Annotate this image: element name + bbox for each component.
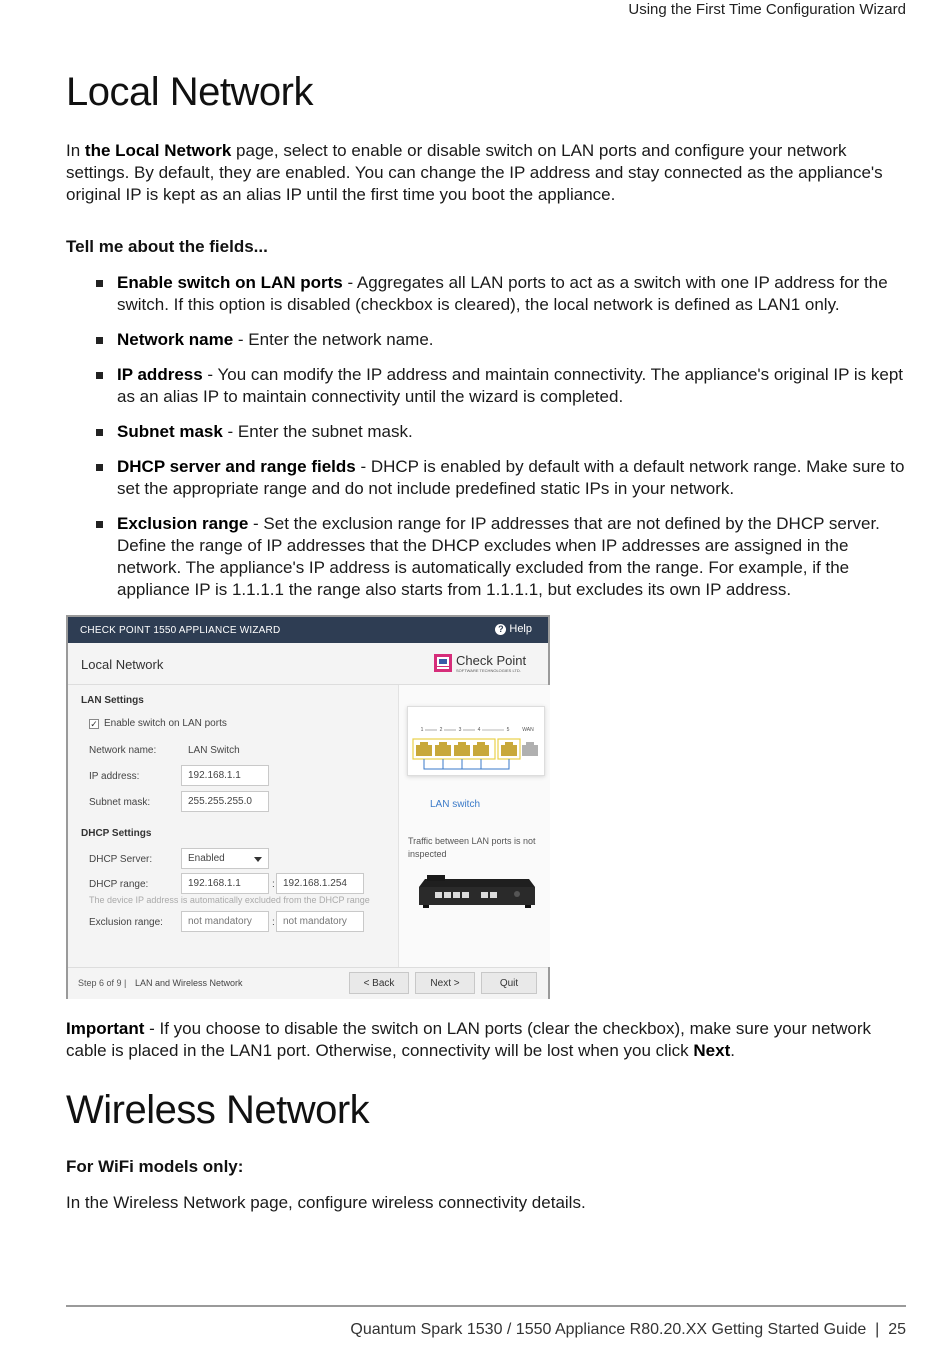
exclusion-start-input[interactable]: not mandatory (181, 911, 269, 932)
ip-address-input[interactable]: 192.168.1.1 (181, 765, 269, 786)
important-next-word: Next (693, 1041, 731, 1060)
range-separator: : (272, 917, 275, 928)
traffic-note: Traffic between LAN ports is not inspected (408, 836, 536, 859)
lan-switch-label: LAN switch (430, 799, 481, 810)
wireless-network-title: Wireless Network (66, 1088, 370, 1132)
port-switch-graphic (408, 707, 546, 777)
dhcp-settings-heading: DHCP Settings (81, 828, 152, 839)
next-button[interactable]: Next > (415, 972, 475, 994)
dhcp-range-hint: The device IP address is automatically excluded from the DHCP range (89, 895, 370, 905)
wizard-side-panel (398, 685, 550, 967)
footer-separator: | (875, 1321, 880, 1338)
wireless-network-intro: In the Wireless Network page, configure wireless connectivity details. (66, 1193, 586, 1212)
wizard-help-link[interactable] (495, 623, 532, 635)
port-label: WAN (522, 727, 534, 733)
guide-title: Quantum Spark 1530 / 1550 Appliance R80.20.XX Getting Started Guide (350, 1321, 867, 1338)
chevron-down-icon (254, 857, 262, 862)
important-end: . (730, 1041, 735, 1060)
logo-subtext: SOFTWARE TECHNOLOGIES LTD. (456, 668, 521, 673)
help-icon: ? (495, 624, 506, 635)
port-label: 2 (439, 727, 443, 733)
field-desc: - DHCP is enabled by default with a default network range. Make sure to set the appropriate range and do not include predefined static IPs in your network. (117, 457, 905, 498)
wifi-only-note: For WiFi models only: (66, 1157, 244, 1176)
dhcp-server-label: DHCP Server: (89, 854, 153, 865)
wizard-step-name: LAN and Wireless Network (135, 978, 243, 988)
field-desc: - Set the exclusion range for IP addresses that are not defined by the DHCP server. Define the range of IP addresses that the DHCP excludes when IP addresses are assigned in the network. The appliance's IP address is automatically excluded from the range. For example, if the appliance IP is 1.1.1.1 the range also starts from 1.1.1.1, but excludes its own IP address. (117, 514, 880, 599)
exclusion-end-input[interactable]: not mandatory (276, 911, 364, 932)
wizard-page-title: Local Network (81, 657, 164, 672)
field-term: DHCP server and range fields (117, 457, 356, 476)
dhcp-range-start-input[interactable]: 192.168.1.1 (181, 873, 269, 894)
back-button[interactable]: < Back (349, 972, 409, 994)
wizard-step-indicator: Step 6 of 9 | (78, 978, 127, 988)
network-name-label: Network name: (89, 745, 157, 756)
lan-switch-diagram (407, 706, 545, 776)
footer-divider (66, 1305, 906, 1307)
local-network-title: Local Network (66, 70, 313, 114)
port-label: 4 (477, 727, 481, 733)
field-term: IP address (117, 365, 203, 384)
field-term: Network name (117, 330, 234, 349)
enable-switch-label: Enable switch on LAN ports (104, 718, 227, 729)
wizard-page-header (68, 643, 548, 685)
range-separator: : (272, 879, 275, 890)
dhcp-server-value: Enabled (188, 853, 225, 864)
dhcp-server-select[interactable] (181, 848, 269, 869)
quit-button[interactable]: Quit (481, 972, 537, 994)
lan-settings-heading: LAN Settings (81, 695, 144, 706)
wizard-footer (68, 967, 548, 999)
port-label: 1 (420, 727, 424, 733)
check-point-logo (434, 653, 530, 675)
fields-list (96, 272, 906, 614)
field-term: Exclusion range (117, 514, 249, 533)
enable-switch-checkbox[interactable]: ✓ (90, 719, 98, 729)
wizard-screenshot (66, 615, 550, 999)
local-network-intro (66, 140, 906, 206)
field-item (96, 513, 906, 601)
exclusion-range-label: Exclusion range: (89, 917, 163, 928)
important-note (66, 1018, 906, 1062)
intro-bold: the Local Network (84, 141, 232, 160)
field-item (96, 364, 906, 408)
field-term: Subnet mask (117, 422, 223, 441)
dhcp-range-label: DHCP range: (89, 879, 149, 890)
page-number: 25 (888, 1321, 906, 1338)
field-item (96, 329, 906, 351)
ip-address-label: IP address: (89, 771, 140, 782)
subnet-mask-label: Subnet mask: (89, 797, 151, 808)
port-label: 5 (506, 727, 510, 733)
help-label: Help (509, 623, 532, 635)
field-term: Enable switch on LAN ports (117, 273, 343, 292)
important-term: Important (66, 1019, 145, 1038)
intro-prefix: In (66, 141, 85, 160)
field-desc: - Aggregates all LAN ports to act as a switch with one IP address for the switch. If this option is disabled (checkbox is cleared), the local network is defined as LAN1 only. (117, 273, 888, 314)
wizard-body (68, 685, 548, 967)
important-text: - If you choose to disable the switch on LAN ports (clear the checkbox), make sure your network cable is placed in the LAN1 port. Otherwise, connectivity will be lost when you click (66, 1019, 872, 1060)
network-name-value[interactable]: LAN Switch (188, 745, 240, 756)
subnet-mask-input[interactable]: 255.255.255.0 (181, 791, 269, 812)
wizard-title-bar (68, 617, 548, 643)
field-desc: - You can modify the IP address and maintain connectivity. The appliance's original IP is kept as an alias IP to maintain connectivity until the wizard is completed. (117, 365, 904, 406)
page-footer (350, 1321, 906, 1339)
check-point-logo-icon (434, 654, 452, 672)
logo-text: Check Point (456, 653, 527, 668)
port-label: 3 (458, 727, 462, 733)
field-item (96, 421, 906, 443)
running-header: Using the First Time Configuration Wizard (628, 1, 906, 18)
field-item (96, 456, 906, 500)
field-desc: - Enter the subnet mask. (222, 422, 413, 441)
dhcp-range-end-input[interactable]: 192.168.1.254 (276, 873, 364, 894)
appliance-icon (417, 873, 537, 914)
field-desc: - Enter the network name. (233, 330, 434, 349)
field-item (96, 272, 906, 316)
fields-heading[interactable]: Tell me about the fields... (66, 237, 268, 256)
wizard-window-title: CHECK POINT 1550 APPLIANCE WIZARD (80, 625, 281, 636)
intro-rest: page, select to enable or disable switch on LAN ports and configure your network settings. By default, they are enabled. You can change the IP address and stay connected as the appliance's original IP is kept as an alias IP until the first time you boot the appliance. (66, 141, 883, 204)
